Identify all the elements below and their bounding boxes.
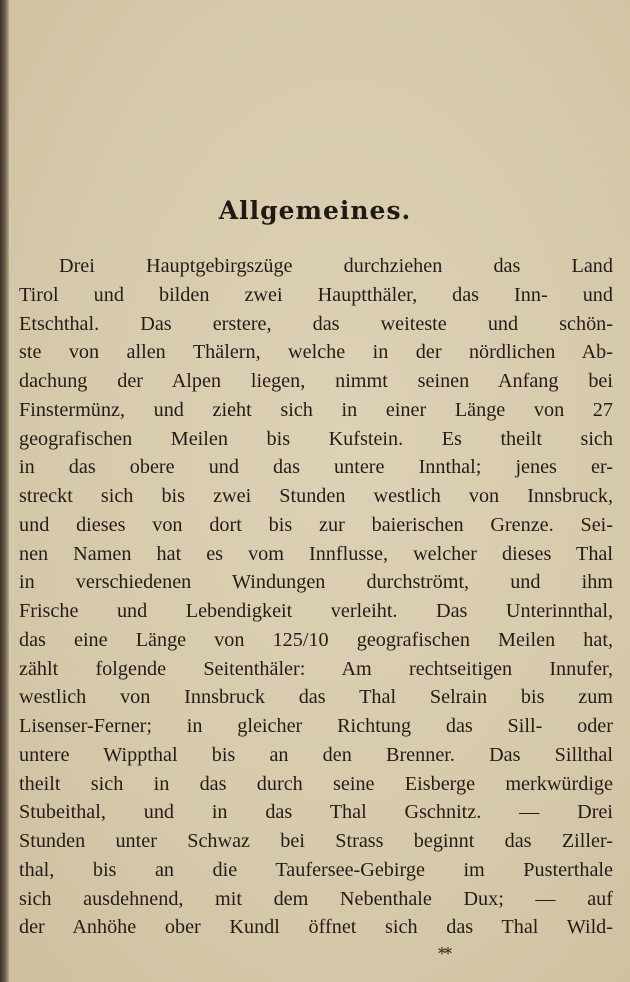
text-line: in das obere und das untere Innthal; jenes er- (19, 456, 613, 479)
text-line: westlich von Innsbruck das Thal Selrain bis zum (19, 686, 613, 709)
text-line: thal, bis an die Taufersee-Gebirge im Pusterthale (19, 858, 613, 881)
text-line: geografischen Meilen bis Kufstein. Es theilt sich (19, 427, 613, 450)
text-line: ste von allen Thälern, welche in der nördlichen Ab- (19, 341, 613, 364)
text-line: Finstermünz, und zieht sich in einer Länge von 27 (19, 398, 613, 421)
text-line: der Anhöhe ober Kundl öffnet sich das Thal Wild- (19, 916, 613, 939)
text-line: in verschiedenen Windungen durchströmt, und ihm (19, 571, 613, 594)
page-binding-edge (0, 0, 9, 982)
text-line: Tirol und bilden zwei Hauptthäler, das Inn- und (19, 283, 613, 306)
text-line: das eine Länge von 125/10 geografischen Meilen hat, (19, 628, 613, 651)
text-line: Drei Hauptgebirgszüge durchziehen das Land (59, 255, 613, 277)
text-line: und dieses von dort bis zur baierischen Grenze. Sei- (19, 513, 613, 536)
body-paragraph (19, 252, 613, 942)
text-line: Frische und Lebendigkeit verleiht. Das Unterinnthal, (19, 600, 613, 622)
text-line: untere Wippthal bis an den Brenner. Das Sillthal (19, 743, 613, 766)
text-line: theilt sich in das durch seine Eisberge merkwürdige (19, 772, 613, 795)
signature-mark: ** (438, 944, 450, 963)
text-line: streckt sich bis zwei Stunden westlich von Innsbruck, (19, 485, 613, 507)
text-line: dachung der Alpen liegen, nimmt seinen Anfang bei (19, 370, 613, 392)
text-line: Stubeithal, und in das Thal Gschnitz. — Drei (19, 801, 613, 824)
text-line: Lisenser-Ferner; in gleicher Richtung das Sill- oder (19, 715, 613, 737)
section-heading: Allgemeines. (218, 196, 412, 225)
text-line: Etschthal. Das erstere, das weiteste und schön- (19, 312, 613, 335)
text-line: sich ausdehnend, mit dem Nebenthale Dux; — auf (19, 887, 613, 910)
text-line: nen Namen hat es vom Innflusse, welcher dieses Thal (19, 542, 613, 565)
text-line: Stunden unter Schwaz bei Strass beginnt das Ziller- (19, 830, 613, 852)
text-line: zählt folgende Seitenthäler: Am rechtseitigen Innufer, (19, 657, 613, 680)
